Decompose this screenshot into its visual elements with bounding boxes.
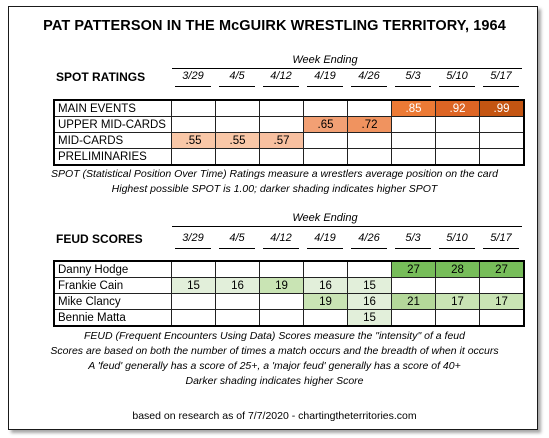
spot-cell [216,149,260,165]
spot-date-5-10: 5/10 [446,70,468,82]
feud-cell: 28 [436,262,480,278]
feud-cell: 16 [304,278,348,294]
spot-date-underline [395,86,431,87]
feud-cell [436,278,480,294]
feud-cell [260,310,304,326]
table-row [55,101,524,117]
feud-date-4-12: 4/12 [270,232,292,244]
feud-note-3: A 'feud' generally has a score of 25+, a 'major feud' generally has a score of 40+ [88,360,461,372]
spot-cell [436,149,480,165]
spot-cell: .57 [260,133,304,149]
spot-cell [348,133,392,149]
feud-date-underline [351,248,387,249]
spot-cell: .85 [392,101,436,117]
spot-date-underline [219,86,255,87]
spot-week-ending-rule [172,68,522,69]
spot-cell [260,149,304,165]
feud-cell [480,278,524,294]
spot-cell [392,133,436,149]
spot-date-4-12: 4/12 [270,70,292,82]
spot-cell [392,117,436,133]
spot-section-label: SPOT RATINGS [56,70,146,84]
feud-date-underline [219,248,255,249]
table-row [55,294,524,310]
feud-scores-table [54,261,524,326]
feud-date-underline [483,248,519,249]
spot-cell [480,117,524,133]
table-row [55,262,524,278]
feud-cell [392,278,436,294]
spot-cell [172,117,216,133]
spot-cell: .99 [480,101,524,117]
feud-date-underline [263,248,299,249]
footer-credit: based on research as of 7/7/2020 - chartingtheterritories.com [132,410,417,422]
feud-row-label: Bennie Matta [55,310,172,326]
spot-cell [172,149,216,165]
feud-week-ending-rule [172,226,522,227]
feud-date-3-29: 3/29 [182,232,204,244]
feud-date-4-26: 4/26 [358,232,380,244]
feud-cell [304,262,348,278]
spot-date-4-19: 4/19 [314,70,336,82]
feud-cell [392,310,436,326]
feud-cell: 19 [304,294,348,310]
feud-date-5-17: 5/17 [490,232,512,244]
feud-cell [480,310,524,326]
feud-cell: 15 [348,310,392,326]
feud-cell [304,310,348,326]
spot-note-2: Highest possible SPOT is 1.00; darker shading indicates higher SPOT [111,183,438,195]
feud-cell: 16 [216,278,260,294]
feud-cell [216,262,260,278]
feud-cell [260,262,304,278]
spot-cell [260,117,304,133]
feud-cell: 15 [348,278,392,294]
feud-cell: 27 [392,262,436,278]
spot-date-underline [483,86,519,87]
feud-cell [260,294,304,310]
table-row [55,278,524,294]
spot-cell: .55 [172,133,216,149]
spot-row-label: PRELIMINARIES [55,149,172,165]
feud-cell [172,262,216,278]
feud-cell: 16 [348,294,392,310]
spot-row-label: MAIN EVENTS [55,101,172,117]
feud-cell [216,310,260,326]
spot-date-5-17: 5/17 [490,70,512,82]
feud-cell [172,310,216,326]
spot-cell [436,133,480,149]
spot-note-1: SPOT (Statistical Position Over Time) Ratings measure a wrestlers average position on the card [51,168,498,180]
spot-row-label: MID-CARDS [55,133,172,149]
table-row [55,310,524,326]
spot-cell: .92 [436,101,480,117]
feud-cell: 27 [480,262,524,278]
spot-cell: .55 [216,133,260,149]
feud-row-label: Mike Clancy [55,294,172,310]
spot-date-4-5: 4/5 [229,70,245,82]
feud-cell: 17 [480,294,524,310]
spot-cell: .72 [348,117,392,133]
feud-cell [348,262,392,278]
spot-date-underline [175,86,211,87]
spot-cell [480,133,524,149]
spot-cell [480,149,524,165]
table-row [55,149,524,165]
feud-cell: 17 [436,294,480,310]
feud-note-2: Scores are based on both the number of times a match occurs and the breadth of when it occurs [50,345,499,357]
feud-section-label: FEUD SCORES [56,232,143,246]
spot-cell [216,117,260,133]
spot-cell [436,117,480,133]
feud-cell: 15 [172,278,216,294]
spot-cell [172,101,216,117]
spot-date-underline [351,86,387,87]
feud-row-label: Danny Hodge [55,262,172,278]
table-row [55,117,524,133]
feud-note-1: FEUD (Frequent Encounters Using Data) Scores measure the "intensity" of a feud [84,330,465,342]
feud-week-ending-label: Week Ending [292,212,358,224]
page-title: PAT PATTERSON IN THE McGUIRK WRESTLING TERRITORY, 1964 [43,18,506,34]
feud-row-label: Frankie Cain [55,278,172,294]
spot-cell [304,133,348,149]
spot-week-ending-label: Week Ending [292,54,358,66]
spot-cell [260,101,304,117]
spot-cell: .65 [304,117,348,133]
feud-cell [172,294,216,310]
feud-cell [216,294,260,310]
spot-cell [392,149,436,165]
feud-date-underline [439,248,475,249]
spot-date-underline [263,86,299,87]
feud-date-underline [175,248,211,249]
spot-date-underline [439,86,475,87]
table-row [55,133,524,149]
spot-cell [304,101,348,117]
feud-date-5-3: 5/3 [405,232,421,244]
spot-date-5-3: 5/3 [405,70,421,82]
spot-cell [304,149,348,165]
spot-date-underline [307,86,343,87]
feud-date-5-10: 5/10 [446,232,468,244]
spot-ratings-table [54,100,524,165]
spot-cell [348,101,392,117]
feud-date-4-19: 4/19 [314,232,336,244]
spot-date-4-26: 4/26 [358,70,380,82]
feud-cell: 21 [392,294,436,310]
feud-note-4: Darker shading indicates higher Score [185,375,364,387]
spot-row-label: UPPER MID-CARDS [55,117,172,133]
feud-cell [436,310,480,326]
spot-date-3-29: 3/29 [182,70,204,82]
feud-cell: 19 [260,278,304,294]
spot-cell [348,149,392,165]
spot-cell [216,101,260,117]
feud-date-4-5: 4/5 [229,232,245,244]
feud-date-underline [395,248,431,249]
feud-date-underline [307,248,343,249]
